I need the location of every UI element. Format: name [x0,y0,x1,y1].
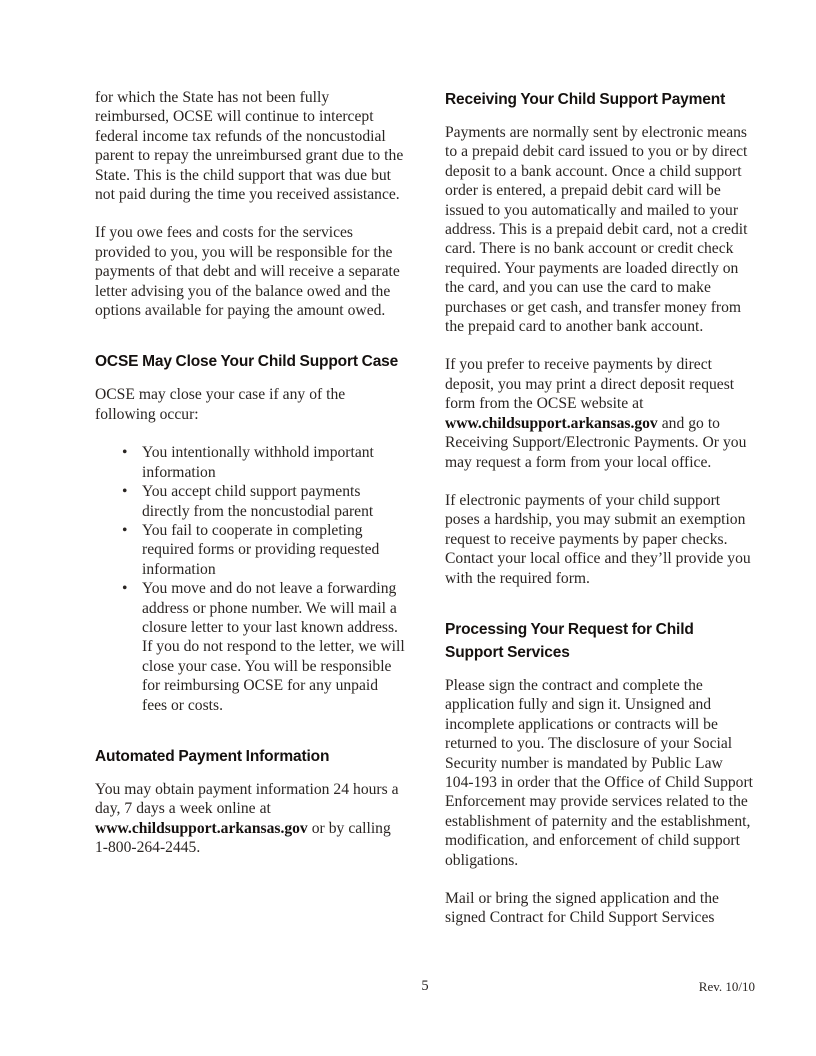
paragraph-prepaid-debit-card: Payments are normally sent by electronic means to a prepaid debit card issued to you or by direct deposit to a bank account. Once a child support order is entered, a prepaid debit card will be issued to you automatically and mailed to your address. This is a prepaid debit card, not a credit card. There is no bank account or credit check required. Your payments are loaded directly on the card, and you can use the card to make purchases or get cash, and transfer money from the prepaid card to another bank account. [445,124,748,336]
list-item-label: You intentionally withhold important information [142,444,374,481]
list-item [95,443,405,482]
page-number: 5 [421,978,429,994]
direct-deposit-text-before: If you prefer to receive payments by direct deposit, you may print a direct deposit request form from the OCSE website at [445,356,735,413]
paragraph-fees-and-costs: If you owe fees and costs for the services provided to you, you will be responsible for the payments of that debt and will receive a separate letter advising you of the balance owed and the options available for paying the amount owed. [95,224,400,320]
bullet-icon: • [122,483,128,501]
list-item [95,521,405,579]
paragraph-direct-deposit [445,355,755,471]
direct-deposit-text-after: and go to Receiving Support/Electronic Payments. Or you may request a form from your local office. [445,414,747,471]
bullet-icon: • [122,521,128,539]
bullet-icon: • [122,580,128,598]
heading-processing-your-request-for-child-support-services: Processing Your Request for Child Support Services [445,620,694,661]
paragraph-automated-payment [95,780,405,858]
childsupport-website-url[interactable]: www.childsupport.arkansas.gov [445,414,658,432]
paragraph-sign-contract: Please sign the contract and complete the application fully and sign it. Unsigned and incomplete applications or contracts will be returned to you. The disclosure of your Social Security number is mandated by Public Law 104-193 in order that the Office of Child Support Enforcement may provide services related to the establishment of paternity and the establishment, modification, and enforcement of child support obligations. [445,676,753,869]
list-item [95,482,405,521]
left-column [95,88,405,960]
bullet-icon: • [122,444,128,462]
heading-ocse-may-close-your-child-support-case: OCSE May Close Your Child Support Case [95,353,399,371]
automated-payment-text-before: You may obtain payment information 24 hours a day, 7 days a week online at [95,780,399,818]
case-closure-reasons-list [95,443,405,715]
list-item [95,579,405,715]
heading-automated-payment-information: Automated Payment Information [95,747,330,765]
revision-label: Rev. 10/10 [698,979,755,994]
list-item-label: You move and do not leave a forwarding address or phone number. We will mail a closure letter to your last known address. If you do not respond to the letter, we will close your case. You will be responsible for reimbursing OCSE for any unpaid fees or costs. [142,580,405,714]
list-item-label: You accept child support payments directly from the noncustodial parent [142,483,374,520]
right-column [445,88,755,960]
childsupport-website-url[interactable]: www.childsupport.arkansas.gov [95,819,308,837]
paragraph-case-closure-intro: OCSE may close your case if any of the following occur: [95,386,346,423]
paragraph-state-reimbursement: for which the State has not been fully reimbursed, OCSE will continue to intercept federal income tax refunds of the noncustodial parent to repay the unreimbursed grant due to the State. This is the child support that was due but not paid during the time you received assistance. [95,89,404,204]
paragraph-mail-signed-application: Mail or bring the signed application and the signed Contract for Child Support Services [445,890,719,927]
two-column-body [95,88,755,960]
page-footer [95,978,755,998]
paragraph-hardship-exemption: If electronic payments of your child support poses a hardship, you may submit an exemption request to receive payments by paper checks. Contact your local office and they’ll provide you with the required form. [445,491,751,587]
list-item-label: You fail to cooperate in completing required forms or providing requested information [142,521,380,578]
automated-payment-text-after: or by calling 1-800-264-2445. [95,819,391,857]
heading-receiving-your-child-support-payment: Receiving Your Child Support Payment [445,91,726,108]
